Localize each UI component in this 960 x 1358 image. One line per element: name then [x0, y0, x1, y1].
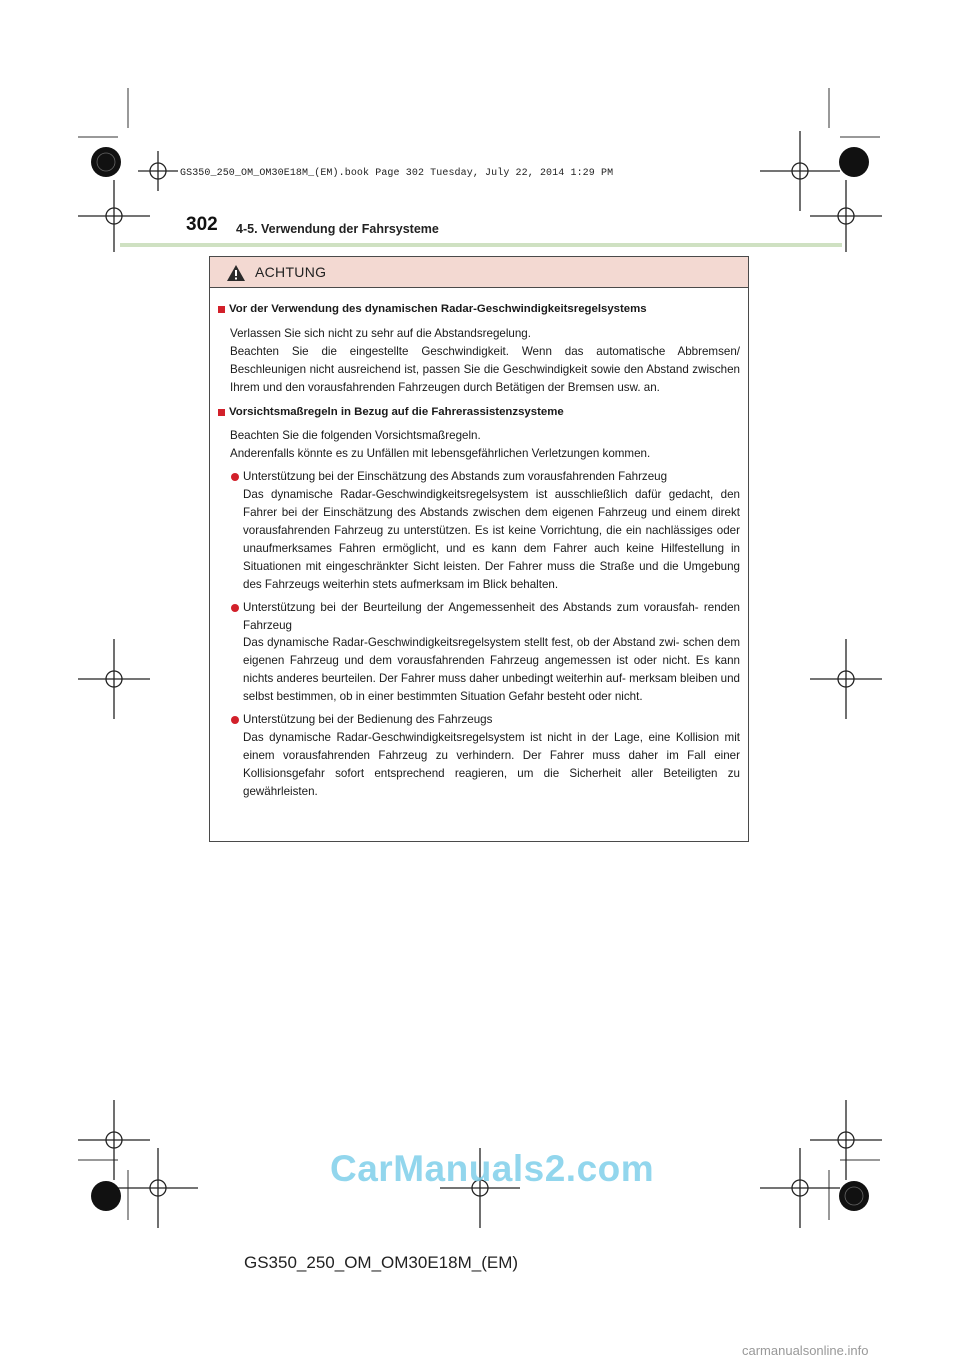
paragraph: Anderenfalls könnte es zu Unfällen mit lebensgefährlichen Verletzungen kommen. [230, 447, 651, 461]
list-item [230, 711, 740, 801]
list-item [230, 468, 740, 593]
book-info-line: GS350_250_OM_OM30E18M_(EM).book Page 302 Tuesday, July 22, 2014 1:29 PM [180, 168, 614, 179]
paragraph: Beachten Sie die folgenden Vorsichtsmaßregeln. [230, 429, 481, 443]
bullet-text: Das dynamische Radar-Geschwindigkeitsregelsystem stellt fest, ob der Abstand zwi- schen dem eigenen Fahrzeug und dem vorausfahrenden Fahrzeug angemessen ist oder nicht. Es kann nichts anderes beurteilen. Der Fahrer muss daher unbedingt weiterhin auf- merksam bleiben und selbst bestimmen, ob in einer bestimmten Situation Gefahr besteht oder nicht. [243, 636, 740, 704]
header-rule [120, 243, 842, 247]
warning-title: ACHTUNG [255, 264, 327, 280]
warning-content [210, 288, 748, 801]
section-heading: Vor der Verwendung des dynamischen Radar-Geschwindigkeitsregelsystems [218, 301, 740, 319]
section-heading: Vorsichtsmaßregeln in Bezug auf die Fahrerassistenzsysteme [218, 404, 740, 422]
list-item [230, 599, 740, 706]
bullet-title: Unterstützung bei der Beurteilung der Angemessenheit des Abstands zum vorausfah- renden Fahrzeug [243, 600, 740, 632]
page-number: 302 [186, 214, 218, 235]
bullet-title: Unterstützung bei der Einschätzung des Abstands zum vorausfahrenden Fahrzeug [243, 470, 668, 484]
warning-box [209, 256, 749, 842]
footer-watermark: carmanualsonline.info [742, 1343, 869, 1358]
warning-header [210, 257, 748, 288]
paragraph: Beachten Sie die eingestellte Geschwindigkeit. Wenn das automatische Abbremsen/ Beschleunigen nicht ausreichend ist, passen Sie die Geschwindigkeit sowie den Abstand zwischen Ihrem und den vorausfahrenden Fahrzeugen durch Betätigen der Bremsen usw. an. [230, 344, 740, 394]
paragraph: Verlassen Sie sich nicht zu sehr auf die Abstandsregelung. [230, 326, 531, 340]
bullet-text: Das dynamische Radar-Geschwindigkeitsregelsystem ist ausschließlich dafür gedacht, den Fahrer bei der Einschätzung des Abstands zwischen dem eigenen Fahrzeug und einem direkt vorausfahrenden Fahrzeug zu unterstützen. Es ist keine Vorrichtung, die ein nachlässiges oder unaufmerksames Fahren ermöglicht, und es kann dem Fahrer auch keine Hilfestellung in Situationen mit eingeschränkter Sicht leisten. Der Fahrer muss die Straße und die Umgebung des Fahrzeugs weiterhin stets aufmerksam im Blick behalten. [243, 488, 740, 591]
document-code: GS350_250_OM_OM30E18M_(EM) [244, 1253, 519, 1272]
bullet-text: Das dynamische Radar-Geschwindigkeitsregelsystem ist nicht in der Lage, eine Kollision mit einem vorausfahrenden Fahrzeug zu verhindern. Der Fahrer muss daher im Fall einer Kollisionsgefahr sofort entsprechend reagieren, um die Sicherheit aller Beteiligten zu gewährleisten. [243, 730, 740, 798]
warning-triangle-icon [226, 264, 246, 282]
watermark-logo: CarManuals2.com [330, 1148, 655, 1189]
section-title: 4-5. Verwendung der Fahrsysteme [236, 222, 439, 236]
bullet-title: Unterstützung bei der Bedienung des Fahrzeugs [243, 713, 493, 727]
